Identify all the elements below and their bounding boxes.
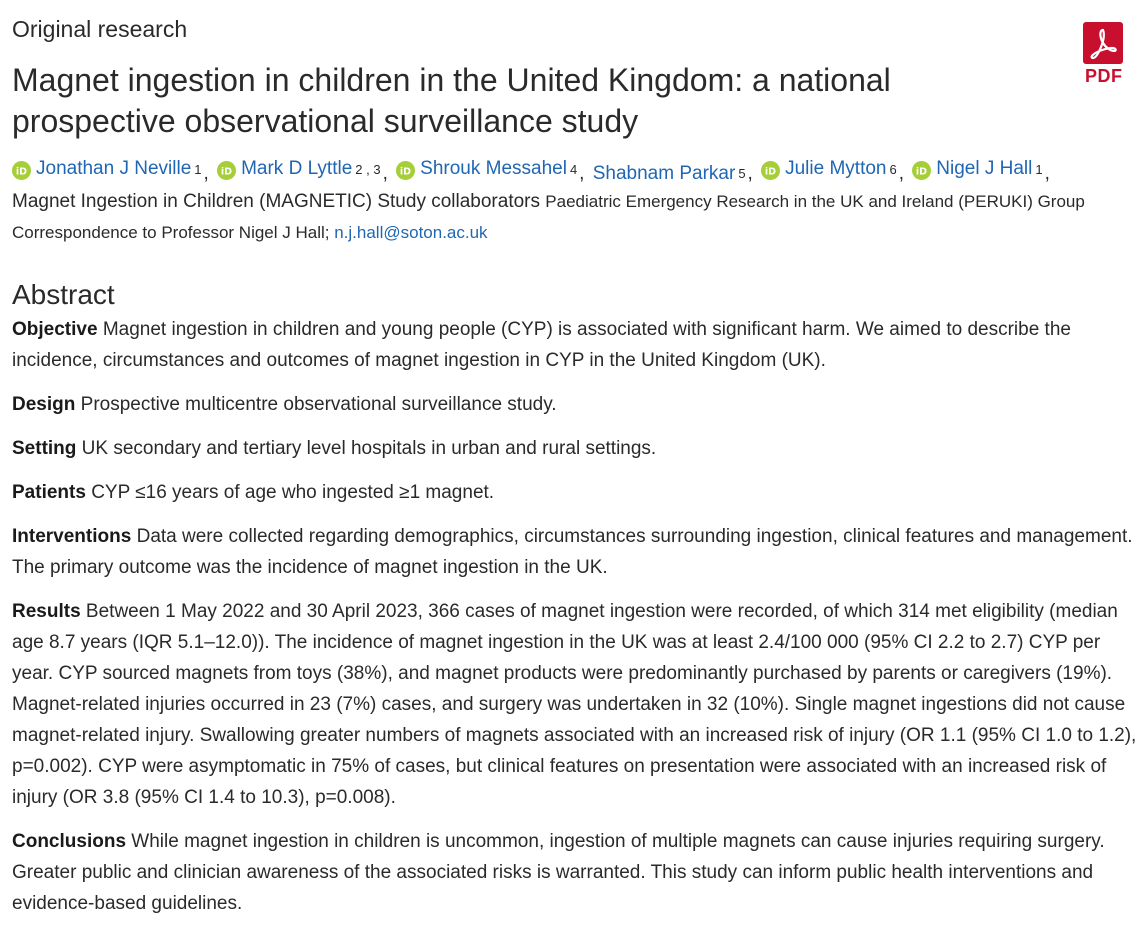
author-link[interactable]: Mark D Lyttle: [241, 158, 353, 179]
orcid-icon[interactable]: [217, 161, 236, 180]
article-type: Original research: [12, 16, 188, 42]
orcid-icon[interactable]: [761, 161, 780, 180]
svg-text:iD: iD: [220, 166, 233, 177]
section-label: Conclusions: [12, 831, 127, 852]
section-label: Design: [12, 394, 76, 415]
affiliation-number[interactable]: 5: [738, 166, 746, 181]
affiliation-number[interactable]: 1: [194, 161, 202, 177]
section-text: Prospective multicentre observational surveillance study.: [80, 394, 557, 415]
collaborators-main: Magnet Ingestion in Children (MAGNETIC) Study collaborators: [12, 191, 541, 212]
author-link[interactable]: Shrouk Messahel: [420, 158, 567, 179]
abstract-heading: Abstract: [12, 279, 115, 310]
affiliation-number[interactable]: 2 , 3: [355, 161, 381, 177]
author-list: iD Jonathan J Neville 1 , iD Mark D Lyttle 2 , 3 , iD Shrouk Messahel 4 , Shabnam Parkar 5 , iD Julie Mytton 6 , iD Nigel J Hall 1 ,: [12, 158, 1132, 185]
correspondence: [12, 223, 488, 243]
section-text: Between 1 May 2022 and 30 April 2023, 366 cases of magnet ingestion were recorded, of which 314 met eligibility (median age 8.7 years (IQR 5.1–12.0)). The incidence of magnet ingestion in the UK was at least 2.4/100 000 (95% CI 2.2 to 2.7) CYP per year. CYP sourced magnets from toys (38%), and magnet products were predominantly purchased by parents or caregivers (19%). Magnet-related injuries occurred in 23 (7%) cases, and surgery was undertaken in 32 (10%). Single magnet ingestions did not cause magnet-related injury. Swallowing greater numbers of magnets associated with an increased risk of injury (OR 1.1 (95% CI 1.0 to 1.2), p=0.002). CYP were asymptomatic in 75% of cases, but clinical features on presentation were associated with an increased risk of injury (OR 3.8 (95% CI 1.4 to 10.3), p=0.008).: [12, 601, 1137, 808]
author-link[interactable]: Nigel J Hall: [936, 158, 1033, 179]
section-text: While magnet ingestion in children is uncommon, ingestion of multiple magnets can cause injuries requiring surgery. Greater public and clinician awareness of the associated risks is warranted. This study can inform public health interventions and evidence-based guidelines.: [12, 831, 1105, 914]
author-item: [396, 158, 577, 180]
affiliation-number[interactable]: 4: [569, 161, 578, 177]
pdf-download-button[interactable]: [1081, 22, 1125, 90]
abstract-section-setting: [12, 433, 1142, 464]
abstract-body: [12, 314, 1142, 932]
svg-text:iD: iD: [400, 166, 412, 177]
article-title: Magnet ingestion in children in the United Kingdom: a national prospective observational surveillance study: [12, 62, 891, 139]
svg-text:iD: iD: [15, 166, 28, 177]
author-item: [761, 158, 897, 180]
affiliation-number[interactable]: 6: [889, 161, 897, 177]
abstract-section-patients: [12, 477, 1142, 508]
affiliation-number[interactable]: 1: [1035, 161, 1043, 177]
abstract-section-conclusions: [12, 826, 1142, 919]
orcid-icon[interactable]: [12, 161, 31, 180]
section-label: Patients: [12, 482, 86, 503]
section-label: Setting: [12, 438, 77, 459]
collaborators-group: Paediatric Emergency Research in the UK and Ireland (PERUKI) Group: [545, 192, 1085, 211]
abstract-section-design: [12, 389, 1142, 420]
section-label: Objective: [12, 319, 98, 340]
author-item: [217, 158, 381, 180]
orcid-icon[interactable]: [396, 161, 415, 180]
correspondence-email-link[interactable]: n.j.hall@soton.ac.uk: [334, 223, 488, 242]
abstract-section-interventions: [12, 521, 1142, 583]
section-text: Magnet ingestion in children and young people (CYP) is associated with significant harm. We aimed to describe the incidence, circumstances and outcomes of magnet ingestion in CYP in the United Kingdom (UK).: [12, 319, 1071, 371]
author-link[interactable]: Julie Mytton: [785, 158, 887, 179]
abstract-section-objective: [12, 314, 1142, 376]
author-item: [912, 158, 1042, 180]
pdf-icon: [1083, 22, 1123, 69]
orcid-icon[interactable]: [912, 161, 931, 180]
section-text: Data were collected regarding demographics, circumstances surrounding ingestion, clinical features and management. The primary outcome was the incidence of magnet ingestion in the UK.: [12, 526, 1133, 578]
section-label: Results: [12, 601, 81, 622]
author-item: [12, 158, 202, 180]
correspondence-text: Correspondence to Professor Nigel J Hall;: [12, 223, 330, 242]
svg-text:iD: iD: [765, 166, 777, 177]
author-link[interactable]: Jonathan J Neville: [36, 158, 192, 179]
abstract-section-results: [12, 596, 1142, 813]
pdf-label: PDF: [1085, 66, 1123, 86]
svg-text:iD: iD: [916, 166, 928, 177]
author-link[interactable]: Shabnam Parkar: [592, 162, 736, 184]
section-label: Interventions: [12, 526, 132, 547]
section-text: CYP ≤16 years of age who ingested ≥1 magnet.: [91, 482, 495, 503]
collaborators: [12, 191, 1085, 213]
section-text: UK secondary and tertiary level hospitals in urban and rural settings.: [81, 438, 657, 459]
author-item: [593, 163, 746, 185]
